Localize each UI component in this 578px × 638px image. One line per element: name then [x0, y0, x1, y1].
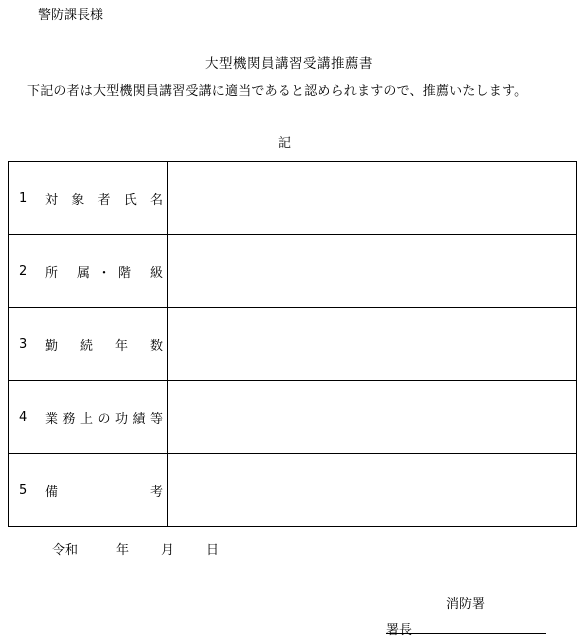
row-label-cell [9, 381, 168, 454]
row-label: 備考 [45, 484, 163, 500]
years-of-service-field[interactable] [168, 308, 577, 381]
row-number: 1 [19, 190, 28, 206]
date-era: 令和 [52, 543, 79, 558]
target-name-field[interactable] [168, 162, 577, 235]
row-label: 所 属・階 級 [45, 265, 163, 281]
row-label-cell [9, 235, 168, 308]
recommendation-table [8, 161, 577, 527]
date-month-unit: 月 [161, 543, 175, 558]
row-label-cell [9, 162, 168, 235]
row-label-cell [9, 308, 168, 381]
row-number: 5 [19, 482, 28, 498]
table-row [9, 381, 577, 454]
date-year-unit: 年 [116, 543, 130, 558]
row-label: 業務上の功績等 [45, 411, 163, 427]
achievements-field[interactable] [168, 381, 577, 454]
date-day-unit: 日 [206, 543, 220, 558]
table-row [9, 162, 577, 235]
row-number: 4 [19, 409, 28, 425]
affiliation-rank-field[interactable] [168, 235, 577, 308]
table-row [9, 235, 577, 308]
table-row [9, 454, 577, 527]
row-label: 対象者氏名 [45, 192, 163, 208]
row-number: 2 [19, 263, 28, 279]
date-line [52, 539, 219, 558]
signature-line[interactable] [386, 633, 546, 634]
recommendation-statement: 下記の者は大型機関員講習受講に適当であると認められますので、推薦いたします。 [27, 84, 528, 99]
row-label-cell [9, 454, 168, 527]
document-title: 大型機関員講習受講推薦書 [205, 56, 373, 72]
addressee: 警防課長様 [38, 8, 104, 23]
table-row [9, 308, 577, 381]
remarks-field[interactable] [168, 454, 577, 527]
chief-title: 署長 [386, 623, 413, 638]
row-label: 勤続年数 [45, 338, 163, 354]
fire-station-label: 消防署 [446, 597, 486, 612]
row-number: 3 [19, 336, 28, 352]
ki-heading: 記 [278, 136, 292, 151]
